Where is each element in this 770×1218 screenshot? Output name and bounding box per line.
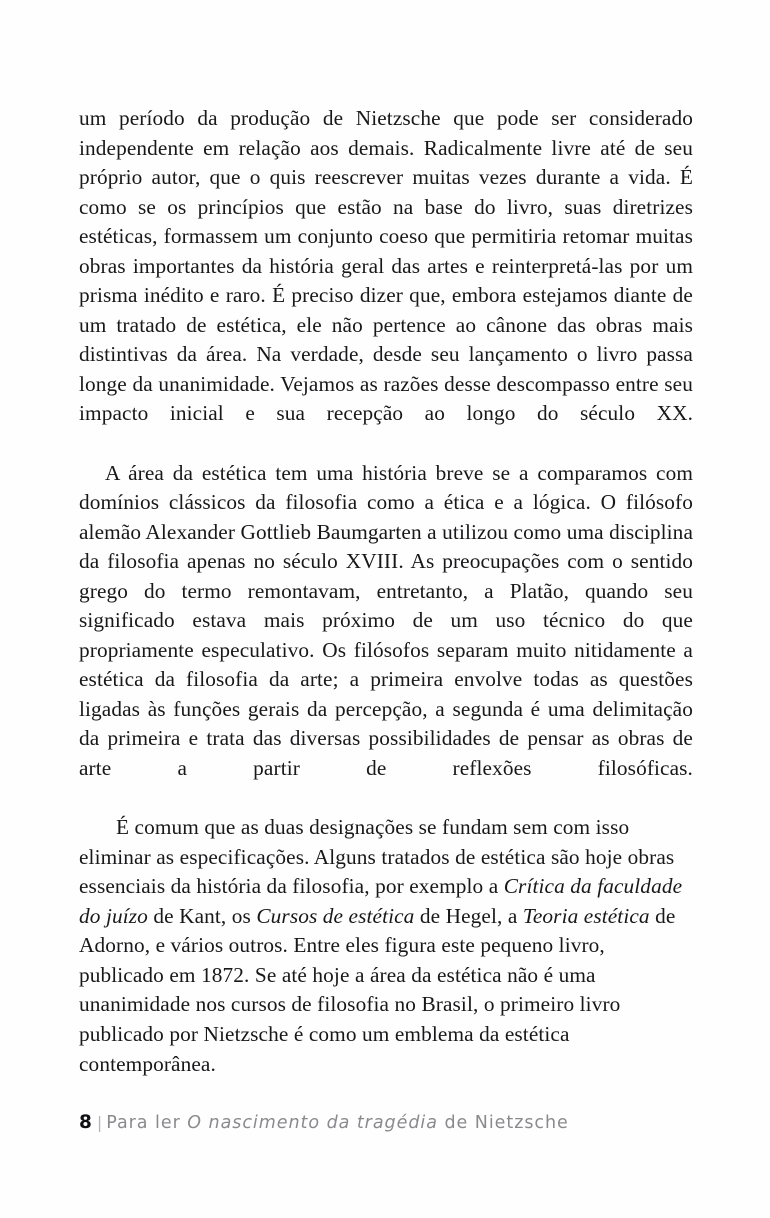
footer-page-number: 8 <box>79 1112 92 1133</box>
italic-title-run: Teoria estética <box>522 903 650 928</box>
page-footer <box>79 1112 719 1134</box>
footer-book-title: O nascimento da tragédia <box>187 1113 438 1133</box>
footer-separator: | <box>96 1113 104 1132</box>
italic-title-run: Crítica da faculdade do juízo <box>79 874 683 928</box>
italic-title-run: Cursos de estética <box>256 903 415 928</box>
paragraph-1: um período da produção de Nietzsche que pode ser considerado independente em relação aos demais. Radicalmente livre até de seu próprio autor, que o quis reescrever muitas vezes durante a vida. É como se os princípios que estão na base do livro, suas diretrizes estéticas, formassem um conjunto coeso que permitiria retomar muitas obras importantes da história geral das artes e reinterpretá-las por um prisma inédito e raro. É preciso dizer que, embora estejamos diante de um tratado de estética, ele não pertence ao cânone das obras mais distintivas da área. Na verdade, desde seu lançamento o livro passa longe da unanimidade. Vejamos as razões desse descompasso entre seu impacto inicial e sua recepção ao longo do século XX. <box>79 106 693 426</box>
page-body-text <box>79 104 693 1109</box>
paragraph-3: É comum que as duas designações se fundam sem com isso eliminar as especificações. Alguns tratados de estética são hoje obras essenciais da história da filosofia, por exemplo a Crítica da faculdade do juízo de Kant, os Cursos de estética de Hegel, a Teoria estética de Adorno, e vários outros. Entre eles figura este pequeno livro, publicado em 1872. Se até hoje a área da estética não é uma unanimidade nos cursos de filosofia no Brasil, o primeiro livro publicado por Nietzsche é como um emblema da estética contemporânea. <box>79 815 683 1076</box>
footer-author-suffix: de Nietzsche <box>444 1113 569 1133</box>
footer-prefix-label: Para ler <box>106 1113 181 1133</box>
paragraph-2: A área da estética tem uma história breve se a comparamos com domínios clássicos da filosofia como a ética e a lógica. O filósofo alemão Alexander Gottlieb Baumgarten a utilizou como uma disciplina da filosofia apenas no século XVIII. As preocupações com o sentido grego do termo remontavam, entretanto, a Platão, quando seu significado estava mais próximo de um uso técnico do que propriamente especulativo. Os filósofos separam muito nitidamente a estética da filosofia da arte; a primeira envolve todas as questões ligadas às funções gerais da percepção, a segunda é uma delimitação da primeira e trata das diversas possibilidades de pensar as obras de arte a partir de reflexões filosóficas. <box>79 460 693 781</box>
